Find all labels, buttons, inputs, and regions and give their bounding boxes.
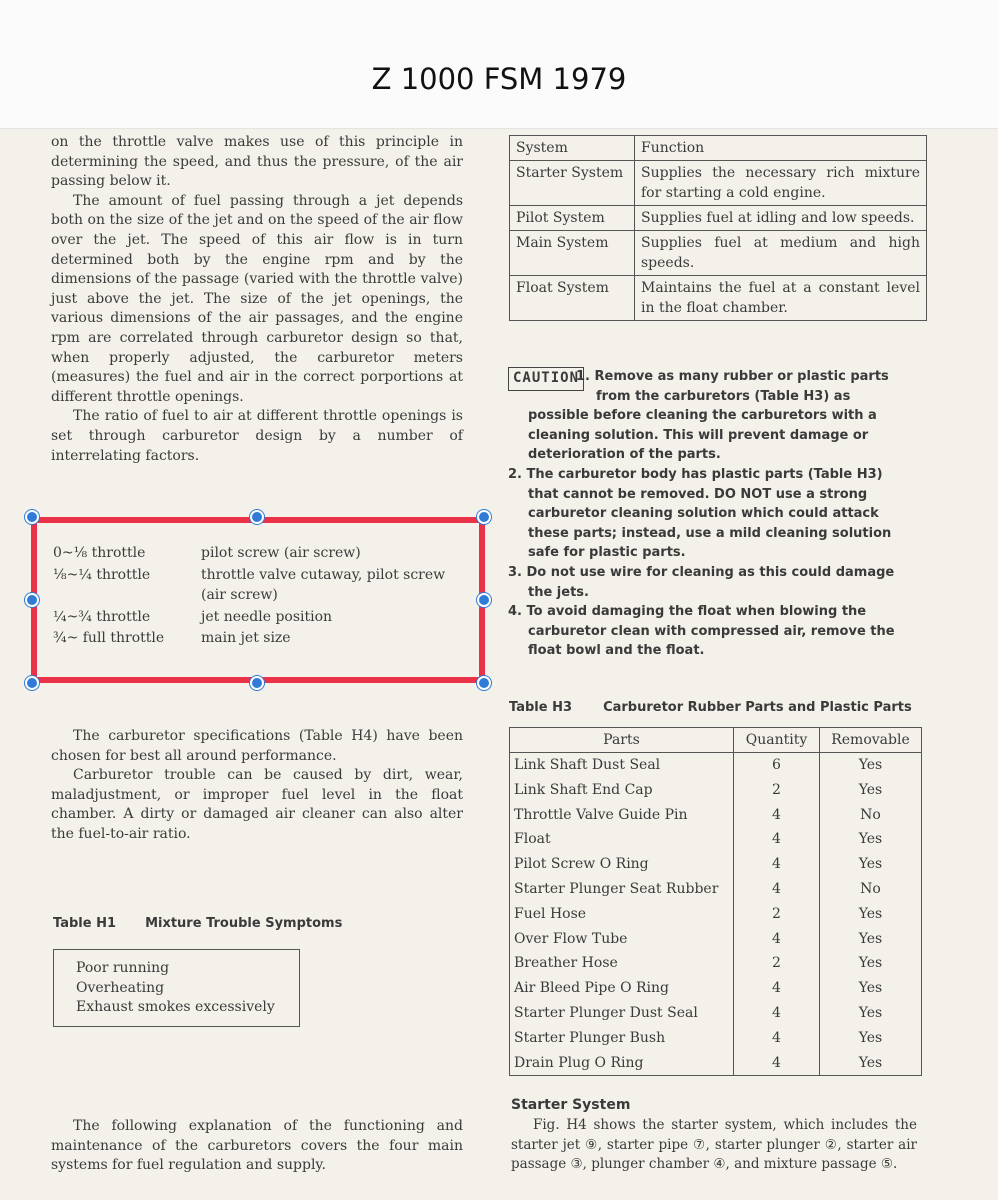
throttle-range: ¾~ full throttle <box>53 630 165 646</box>
table-row <box>510 877 922 902</box>
part-removable: Yes <box>820 827 922 852</box>
table-header: Quantity <box>734 728 820 753</box>
part-removable: Yes <box>820 927 922 952</box>
caution-item: 2. The carburetor body has plastic parts (Table H3) that cannot be removed. DO NOT use a strong carburetor cleaning solution which could attack these parts; instead, use a mild cleaning solution safe for plastic parts. <box>508 466 892 561</box>
selection-handle-bottom-center[interactable] <box>250 676 264 690</box>
part-removable: Yes <box>820 1001 922 1026</box>
symptom-item: Overheating <box>76 979 165 996</box>
system-name: Starter System <box>510 161 635 206</box>
table-header: System <box>510 136 635 161</box>
table-h3 <box>509 727 922 1076</box>
part-name: Link Shaft End Cap <box>510 778 734 803</box>
throttle-factor: jet needle position <box>201 609 333 625</box>
selection-handle-top-right[interactable] <box>477 510 491 524</box>
system-name: Pilot System <box>510 206 635 231</box>
part-quantity: 4 <box>734 1051 820 1076</box>
paragraph-5: Carburetor trouble can be caused by dirt, wear, maladjustment, or improper fuel level in the float chamber. A dirty or damaged air cleaner can also alter the fuel-to-air ratio. <box>51 767 463 842</box>
caution-badge: CAUTION <box>508 367 584 391</box>
part-quantity: 4 <box>734 927 820 952</box>
throttle-range: ⅛~¼ throttle <box>53 567 151 583</box>
part-name: Breather Hose <box>510 951 734 976</box>
table-h3-title: Carburetor Rubber Parts and Plastic Parts <box>603 700 912 715</box>
paragraph-6: The following explanation of the functioning and maintenance of the carburetors covers the four main systems for fuel regulation and supply. <box>51 1118 463 1174</box>
paragraph-4: The carburetor specifications (Table H4) have been chosen for best all around performance. <box>51 728 463 764</box>
part-name: Starter Plunger Bush <box>510 1026 734 1051</box>
part-removable: Yes <box>820 1051 922 1076</box>
part-quantity: 4 <box>734 877 820 902</box>
table-header: Parts <box>510 728 734 753</box>
part-quantity: 2 <box>734 778 820 803</box>
table-row <box>510 927 922 952</box>
document-header <box>0 0 998 129</box>
selection-handle-top-left[interactable] <box>25 510 39 524</box>
table-row <box>510 902 922 927</box>
part-name: Starter Plunger Dust Seal <box>510 1001 734 1026</box>
table-row <box>510 803 922 828</box>
table-row <box>510 231 927 276</box>
part-name: Over Flow Tube <box>510 927 734 952</box>
part-name: Air Bleed Pipe O Ring <box>510 976 734 1001</box>
table-row <box>510 728 922 753</box>
system-function: Supplies the necessary rich mixture for starting a cold engine. <box>635 161 927 206</box>
part-removable: Yes <box>820 1026 922 1051</box>
system-name: Main System <box>510 231 635 276</box>
throttle-factor: throttle valve cutaway, pilot screw (air screw) <box>201 567 446 603</box>
system-table <box>509 135 927 321</box>
selection-handle-middle-right[interactable] <box>477 593 491 607</box>
starter-system-text: Fig. H4 shows the starter system, which includes the starter jet ⑨, starter pipe ⑦, starter plunger ②, starter air passage ③, plunger chamber ④, and mixture passage ⑤. <box>511 1117 917 1172</box>
part-removable: No <box>820 803 922 828</box>
part-quantity: 4 <box>734 1026 820 1051</box>
caution-item: 1. Remove as many rubber or plastic parts from the carburetors (Table H3) as possible before cleaning the carburetors with a cleaning solution. This will prevent damage or deterioration of the parts. <box>528 369 889 463</box>
left-column-middle <box>51 727 463 845</box>
part-quantity: 2 <box>734 951 820 976</box>
part-name: Starter Plunger Seat Rubber <box>510 877 734 902</box>
system-name: Float System <box>510 276 635 321</box>
paragraph-3: The ratio of fuel to air at different throttle openings is set through carburetor design by a number of interrelating factors. <box>51 408 463 464</box>
throttle-factor: pilot screw (air screw) <box>201 545 361 561</box>
part-quantity: 2 <box>734 902 820 927</box>
table-row <box>510 276 927 321</box>
selection-handle-bottom-left[interactable] <box>25 676 39 690</box>
table-h1-caption <box>53 916 342 931</box>
part-removable: Yes <box>820 951 922 976</box>
table-row <box>510 951 922 976</box>
caution-item: 3. Do not use wire for cleaning as this could damage the jets. <box>508 564 895 600</box>
symptom-item: Poor running <box>76 960 170 976</box>
selection-handle-middle-left[interactable] <box>25 593 39 607</box>
part-removable: Yes <box>820 753 922 778</box>
paragraph-2: The amount of fuel passing through a jet depends both on the size of the jet and on the speed of the air flow over the jet. The speed of this air flow is in turn determined both by the engine rpm and by the dimensions of the passage (varied with the throttle valve) just above the jet. The size of the jet openings, the various dimensions of the air passages, and the engine rpm are correlated through carburetor design so that, when properly adjusted, the carburetor meters (measures) the fuel and air in the correct porportions at different throttle openings. <box>51 192 463 405</box>
table-row <box>510 778 922 803</box>
caution-item: 4. To avoid damaging the float when blowing the carburetor clean with compressed air, remove the float bowl and the float. <box>508 604 895 659</box>
starter-system-heading: Starter System <box>511 1097 631 1113</box>
table-row <box>510 1026 922 1051</box>
part-name: Fuel Hose <box>510 902 734 927</box>
table-h1-label: Table H1 <box>53 916 116 931</box>
caution-block <box>508 367 914 661</box>
table-h1-title: Mixture Trouble Symptoms <box>145 916 343 931</box>
part-name: Drain Plug O Ring <box>510 1051 734 1076</box>
part-removable: Yes <box>820 902 922 927</box>
table-row <box>510 136 927 161</box>
table-row <box>510 161 927 206</box>
table-row <box>510 206 927 231</box>
table-row <box>510 753 922 778</box>
part-removable: Yes <box>820 976 922 1001</box>
part-quantity: 4 <box>734 976 820 1001</box>
symptom-item: Exhaust smokes excessively <box>76 999 275 1015</box>
system-function: Supplies fuel at idling and low speeds. <box>635 206 927 231</box>
table-header: Function <box>635 136 927 161</box>
table-h1-box <box>53 949 300 1027</box>
starter-system-section <box>511 1095 917 1175</box>
selection-handle-bottom-right[interactable] <box>477 676 491 690</box>
part-name: Throttle Valve Guide Pin <box>510 803 734 828</box>
table-row <box>510 1051 922 1076</box>
part-quantity: 4 <box>734 852 820 877</box>
part-name: Link Shaft Dust Seal <box>510 753 734 778</box>
part-quantity: 4 <box>734 803 820 828</box>
selection-handle-top-center[interactable] <box>250 510 264 524</box>
document-page <box>0 129 998 1200</box>
system-function: Maintains the fuel at a constant level in the float chamber. <box>635 276 927 321</box>
part-removable: Yes <box>820 778 922 803</box>
throttle-factor: main jet size <box>201 630 291 646</box>
part-removable: Yes <box>820 852 922 877</box>
part-quantity: 4 <box>734 1001 820 1026</box>
part-removable: No <box>820 877 922 902</box>
paragraph-1: on the throttle valve makes use of this principle in determining the speed, and thus the pressure, of the air passing below it. <box>51 134 463 190</box>
part-name: Float <box>510 827 734 852</box>
left-column-top <box>51 133 463 466</box>
throttle-range: 0~⅛ throttle <box>53 545 146 561</box>
table-row <box>510 827 922 852</box>
table-row <box>510 852 922 877</box>
table-row <box>510 976 922 1001</box>
part-quantity: 6 <box>734 753 820 778</box>
table-header: Removable <box>820 728 922 753</box>
table-h3-label: Table H3 <box>509 700 572 715</box>
system-function: Supplies fuel at medium and high speeds. <box>635 231 927 276</box>
left-column-bottom <box>51 1117 463 1176</box>
part-quantity: 4 <box>734 827 820 852</box>
table-row <box>510 1001 922 1026</box>
part-name: Pilot Screw O Ring <box>510 852 734 877</box>
document-title: Z 1000 FSM 1979 <box>371 62 627 96</box>
throttle-range: ¼~¾ throttle <box>53 609 151 625</box>
table-h3-caption <box>509 700 912 715</box>
